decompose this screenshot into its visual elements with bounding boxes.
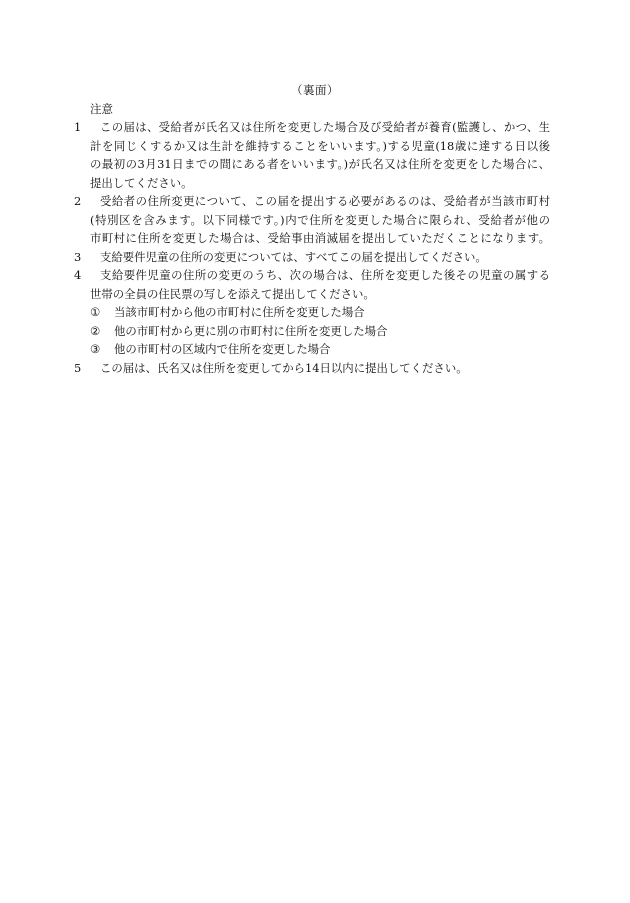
sub-item-text: 当該市町村から他の市町村に住所を変更した場合 xyxy=(114,305,365,319)
note-text: 支給要件児童の住所の変更のうち、次の場合は、住所を変更した後その児童の属する xyxy=(100,268,550,282)
page-heading: （裏面） xyxy=(291,83,339,97)
note-1-line-3 xyxy=(74,155,550,174)
note-text: 計を同じくするか又は生計を維持することをいいます。)する児童(18歳に達する日以後 xyxy=(90,138,550,153)
sub-item-mark: ③ xyxy=(90,342,101,356)
sub-item-text: 他の市町村の区域内で住所を変更した場合 xyxy=(114,342,331,356)
note-text: の最初の3月31日までの間にある者をいいます。)が氏名又は住所を変更をした場合に、 xyxy=(90,157,550,171)
note-text: 支給要件児童の住所の変更については、すべてこの届を提出してください。 xyxy=(100,249,487,264)
sub-item-mark: ② xyxy=(90,323,101,338)
note-1-line-4 xyxy=(74,174,550,193)
note-text: 市町村に住所を変更した場合は、受給事由消滅届を提出していただくことになります。 xyxy=(90,231,550,245)
note-number: 3 xyxy=(74,249,82,264)
sub-item-mark: ① xyxy=(90,305,101,319)
notes-label: 注意 xyxy=(90,102,113,116)
note-4-sub-item-3 xyxy=(74,340,550,359)
note-2-line-1 xyxy=(74,192,550,211)
note-5-line-1 xyxy=(74,359,550,378)
note-2-line-2 xyxy=(74,211,550,230)
note-number: 2 xyxy=(74,194,82,208)
notes-list xyxy=(74,118,550,377)
note-3-line-1 xyxy=(74,248,550,267)
note-text: 提出してください。 xyxy=(90,175,193,190)
note-2-line-3 xyxy=(74,229,550,248)
note-text: (特別区を含みます。以下同様です。)内で住所を変更した場合に限られ、受給者が他の xyxy=(90,212,550,227)
note-4-line-2 xyxy=(74,285,550,304)
note-4-sub-item-2 xyxy=(74,322,550,341)
note-1-line-2 xyxy=(74,137,550,156)
note-1-line-1 xyxy=(74,118,550,137)
note-number: 4 xyxy=(74,268,82,282)
note-number: 5 xyxy=(74,360,82,375)
note-text: 受給者の住所変更について、この届を提出する必要があるのは、受給者が当該市町村 xyxy=(100,194,550,208)
note-4-line-1 xyxy=(74,266,550,285)
note-4-sub-item-1 xyxy=(74,303,550,322)
sub-item-text: 他の市町村から更に別の市町村に住所を変更した場合 xyxy=(114,323,388,338)
note-text: 世帯の全員の住民票の写しを添えて提出してください。 xyxy=(90,286,375,301)
note-number: 1 xyxy=(74,120,82,134)
note-text: この届は、氏名又は住所を変更してから14日以内に提出してください。 xyxy=(100,360,468,375)
note-text: この届は、受給者が氏名又は住所を変更した場合及び受給者が養育(監護し、かつ、生 xyxy=(100,120,550,134)
